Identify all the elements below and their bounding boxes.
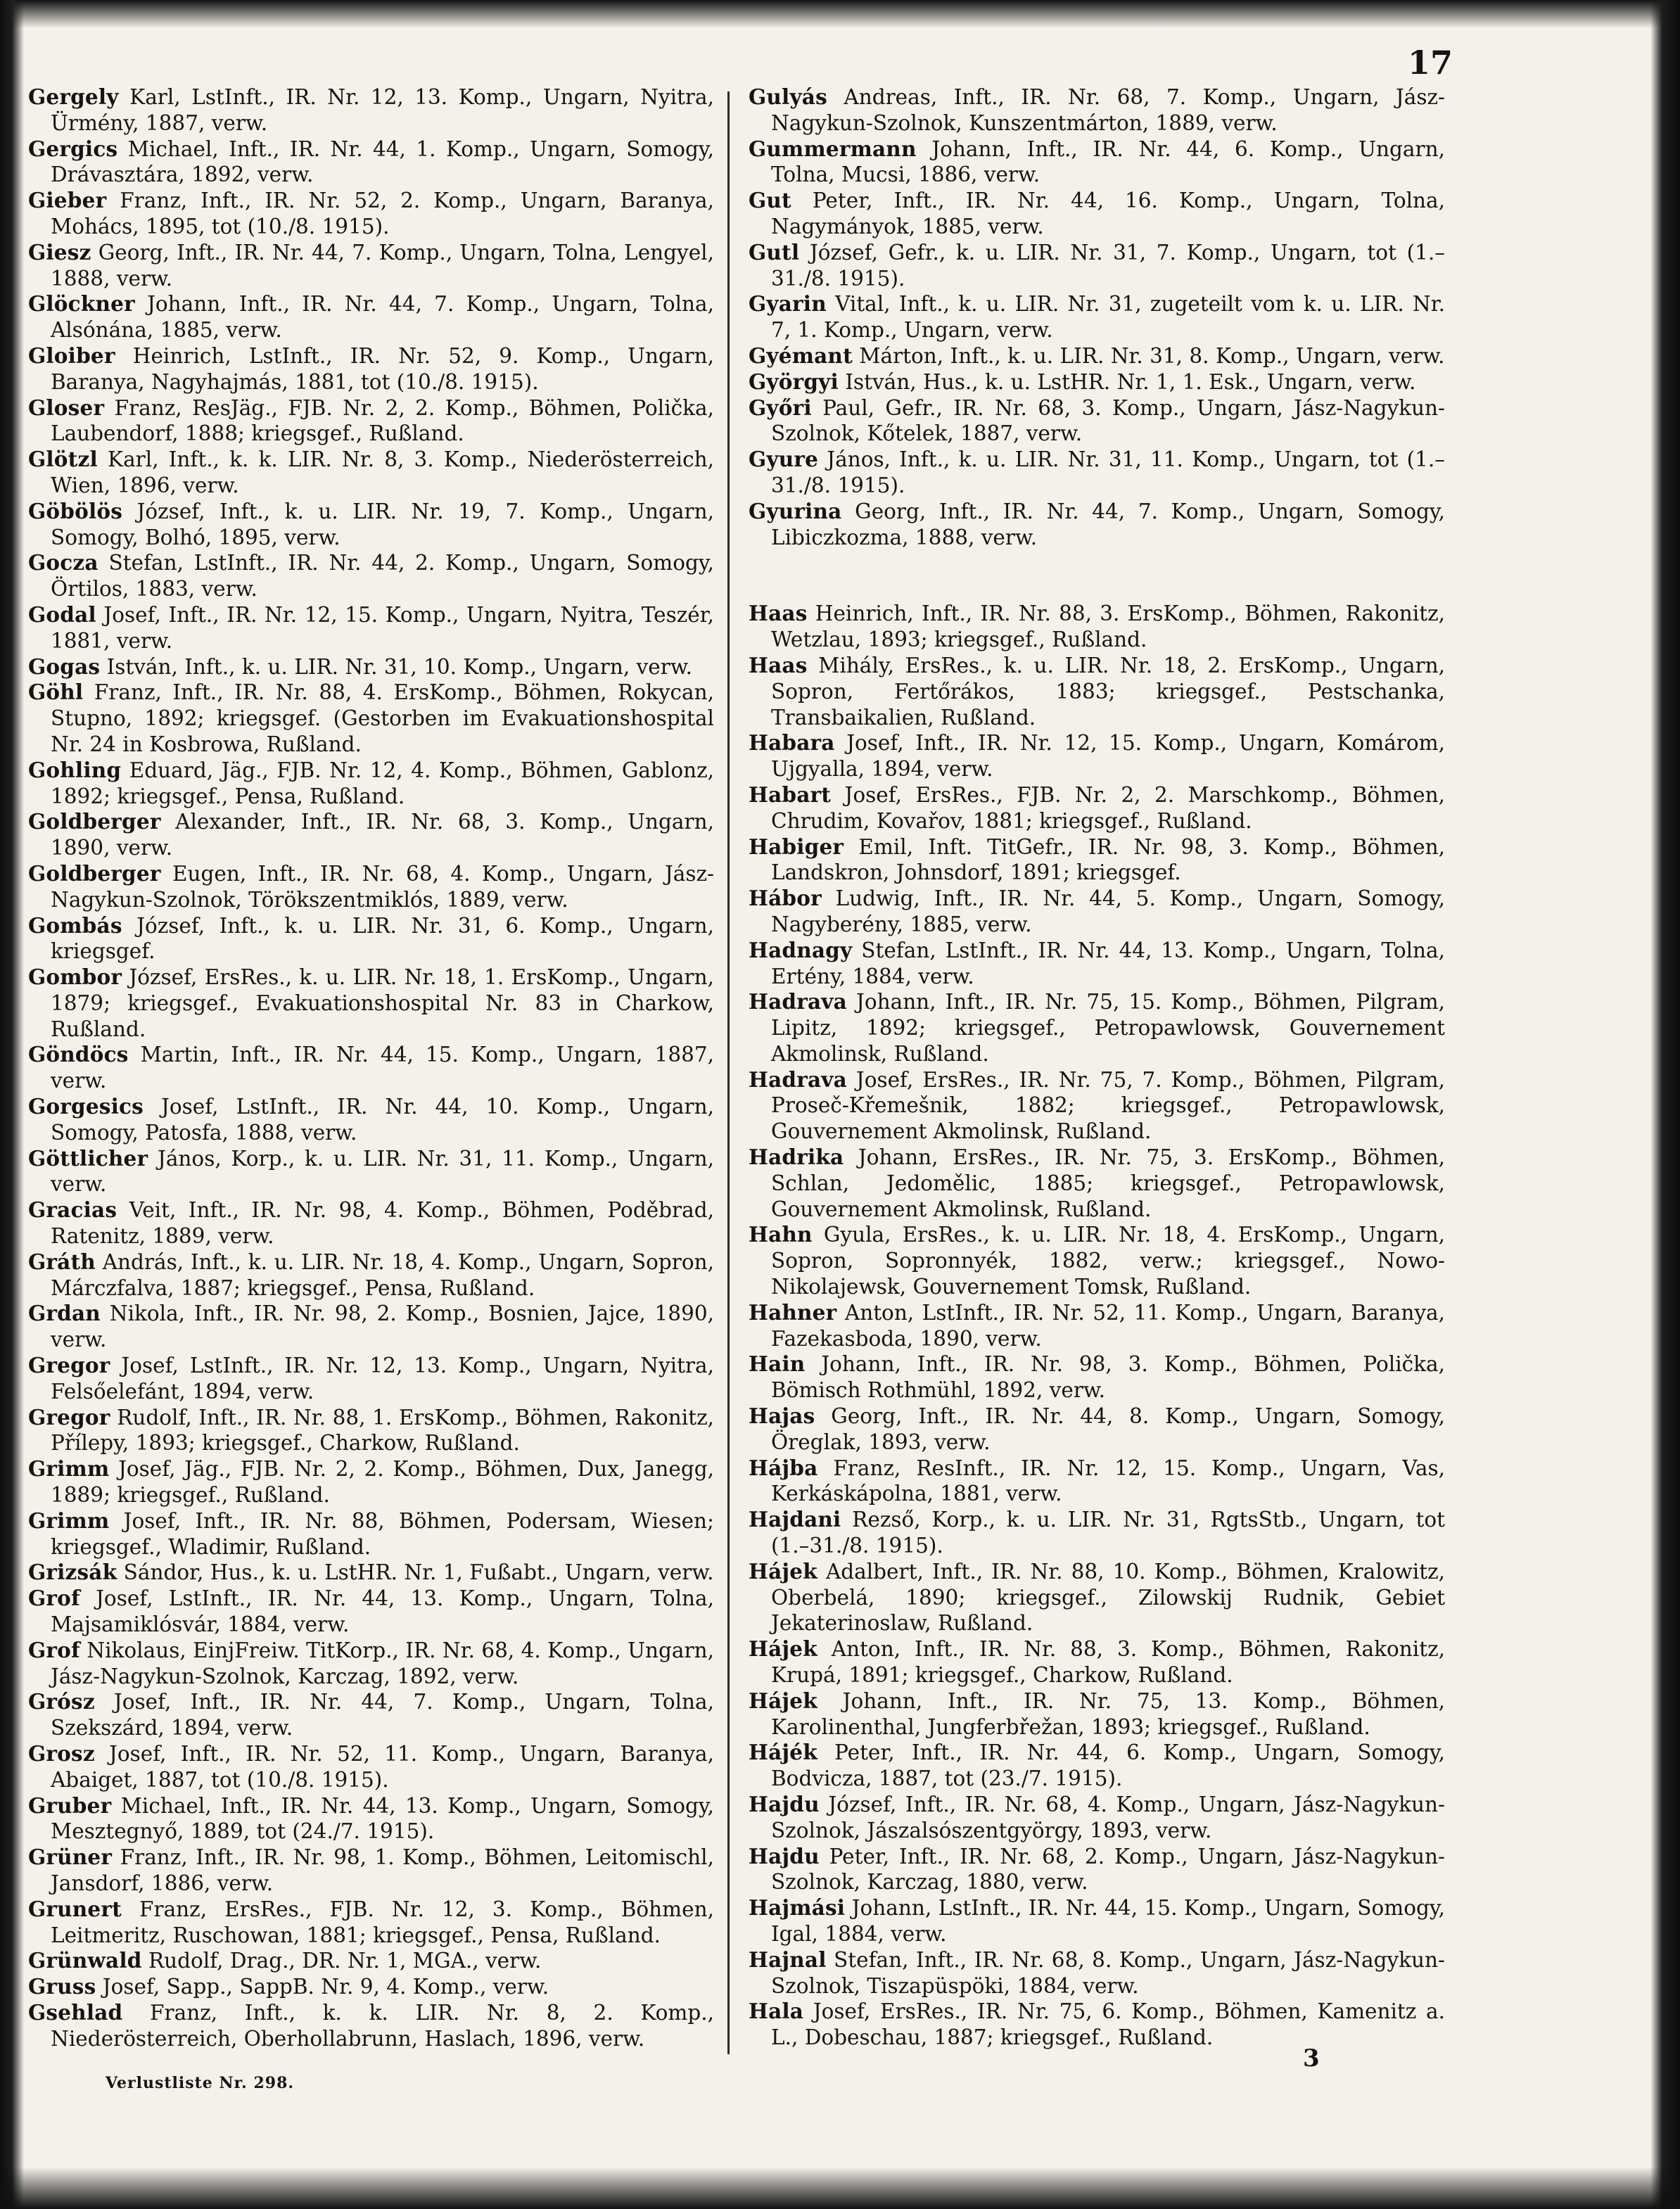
entry-surname: Hadrava xyxy=(749,989,847,1014)
entry-surname: Haas xyxy=(749,652,808,677)
entry-surname: Habart xyxy=(749,782,832,807)
entry-surname: Gregor xyxy=(28,1404,110,1430)
entry-surname: Grof xyxy=(28,1637,80,1662)
entry-details: Georg, Inft., IR. Nr. 44, 7. Komp., Ungarn, Tolna, Lengyel, 1888, verw. xyxy=(51,240,714,291)
entry-surname: Gulyás xyxy=(749,84,827,109)
casualty-entry xyxy=(749,1403,1445,1456)
casualty-entry xyxy=(749,730,1445,782)
entry-details: Johann, Inft., IR. Nr. 75, 13. Komp., Böhmen, Karolinenthal, Jungferbřežan, 1893; kriegsgef., Rußland. xyxy=(771,1688,1445,1739)
entry-surname: Hájba xyxy=(749,1455,818,1480)
casualty-entry xyxy=(749,1895,1445,1947)
entry-details: Gyula, ErsRes., k. u. LIR. Nr. 18, 4. ErsKomp., Ungarn, Sopron, Sopronnyék, 1882, verw.; kriegsgef., Nowo-Nikolajewsk, Gouvernement Tomsk, Rußland. xyxy=(771,1223,1445,1299)
entry-details: Karl, LstInft., IR. Nr. 12, 13. Komp., Ungarn, Nyitra, Ürmény, 1887, verw. xyxy=(51,85,714,135)
entry-surname: Godal xyxy=(28,601,96,627)
scan-border-left xyxy=(0,0,24,2209)
casualty-entry xyxy=(749,1559,1445,1636)
entry-details: István, Hus., k. u. LstHR. Nr. 1, 1. Esk., Ungarn, verw. xyxy=(838,369,1416,394)
casualty-entry xyxy=(749,447,1445,499)
entry-details: Josef, Inft., IR. Nr. 44, 7. Komp., Ungarn, Tolna, Szekszárd, 1894, verw. xyxy=(51,1690,714,1740)
entry-details: Eduard, Jäg., FJB. Nr. 12, 4. Komp., Böhmen, Gablonz, 1892; kriegsgef., Pensa, Rußland. xyxy=(51,758,714,808)
entry-surname: Gogas xyxy=(28,654,101,679)
entry-details: Karl, Inft., k. k. LIR. Nr. 8, 3. Komp., Niederösterreich, Wien, 1896, verw. xyxy=(51,447,714,497)
casualty-entry xyxy=(28,1094,714,1146)
entry-details: Rudolf, Drag., DR. Nr. 1, MGA., verw. xyxy=(141,1949,542,1973)
casualty-entry xyxy=(28,809,714,861)
casualty-entry xyxy=(28,1249,714,1301)
casualty-entry xyxy=(749,886,1445,938)
casualty-entry xyxy=(749,834,1445,886)
entry-details: Johann, ErsRes., IR. Nr. 75, 3. ErsKomp., Böhmen, Schlan, Jedomělic, 1885; kriegsgef., Petropawlowsk, Gouvernement Akmolinsk, Rußland. xyxy=(771,1145,1445,1221)
casualty-entry xyxy=(749,1636,1445,1688)
entry-details: Paul, Gefr., IR. Nr. 68, 3. Komp., Ungarn, Jász-Nagykun-Szolnok, Kőtelek, 1887, verw. xyxy=(771,395,1445,446)
casualty-entry xyxy=(28,188,714,240)
casualty-entry xyxy=(28,654,714,680)
casualty-entry xyxy=(749,1792,1445,1844)
entry-surname: Gergely xyxy=(28,84,119,109)
casualty-entry xyxy=(749,499,1445,551)
casualty-entry xyxy=(28,1197,714,1249)
entry-surname: Gruss xyxy=(28,1974,96,1999)
entry-details: József, ErsRes., k. u. LIR. Nr. 18, 1. ErsKomp., Ungarn, 1879; kriegsgef., Evakuationshospital Nr. 83 in Charkow, Rußland. xyxy=(51,965,714,1041)
entry-surname: Gyurina xyxy=(749,498,842,523)
left-column xyxy=(28,84,714,2054)
entry-details: Josef, Sapp., SappB. Nr. 9, 4. Komp., verw. xyxy=(96,1975,549,1999)
entry-details: Josef, ErsRes., IR. Nr. 75, 6. Komp., Böhmen, Kamenitz a. L., Dobeschau, 1887; kriegsgef., Rußland. xyxy=(771,1999,1445,2050)
entry-details: József, Gefr., k. u. LIR. Nr. 31, 7. Komp., Ungarn, tot (1.–31./8. 1915). xyxy=(771,240,1445,291)
casualty-entry xyxy=(28,758,714,810)
entry-details: Rudolf, Inft., IR. Nr. 88, 1. ErsKomp., Böhmen, Rakonitz, Přílepy, 1893; kriegsgef., Charkow, Rußland. xyxy=(51,1405,714,1456)
entry-surname: Gracias xyxy=(28,1197,117,1223)
casualty-entry xyxy=(28,2000,714,2052)
entry-surname: Habara xyxy=(749,730,835,756)
entry-details: Georg, Inft., IR. Nr. 44, 8. Komp., Ungarn, Somogy, Öreglak, 1893, verw. xyxy=(771,1404,1445,1454)
casualty-entry xyxy=(28,602,714,654)
entry-surname: Gorgesics xyxy=(28,1094,144,1119)
casualty-entry xyxy=(28,343,714,395)
entry-surname: Grof xyxy=(28,1586,80,1611)
entry-details: József, Inft., k. u. LIR. Nr. 31, 6. Komp., Ungarn, kriegsgef. xyxy=(51,913,714,964)
entry-details: Andreas, Inft., IR. Nr. 68, 7. Komp., Ungarn, Jász-Nagykun-Szolnok, Kunszentmárton, 1889, verw. xyxy=(771,85,1445,135)
entry-surname: Grósz xyxy=(28,1689,95,1714)
casualty-entry xyxy=(749,291,1445,343)
casualty-entry xyxy=(749,1222,1445,1299)
entry-details: Franz, ResInft., IR. Nr. 12, 15. Komp., Ungarn, Vas, Kerkáskápolna, 1881, verw. xyxy=(771,1456,1445,1506)
entry-surname: Gyarin xyxy=(749,291,827,317)
entry-details: Johann, Inft., IR. Nr. 75, 15. Komp., Böhmen, Pilgram, Lipitz, 1892; kriegsgef., Petropawlowsk, Gouvernement Akmolinsk, Rußland. xyxy=(771,990,1445,1066)
casualty-entry xyxy=(749,1999,1445,2051)
entry-surname: Gsehlad xyxy=(28,1999,123,2025)
entry-details: József, Inft., k. u. LIR. Nr. 19, 7. Komp., Ungarn, Somogy, Bolhó, 1895, verw. xyxy=(51,499,714,549)
entry-details: Josef, Inft., IR. Nr. 88, Böhmen, Podersam, Wiesen; kriegsgef., Wladimir, Rußland. xyxy=(51,1508,714,1559)
casualty-entry xyxy=(28,1042,714,1094)
entry-details: Franz, Inft., IR. Nr. 52, 2. Komp., Ungarn, Baranya, Mohács, 1895, tot (10./8. 1915). xyxy=(51,189,714,238)
list-reference: Verlustliste Nr. 298. xyxy=(106,2074,295,2092)
entry-details: Johann, Inft., IR. Nr. 98, 3. Komp., Böhmen, Polička, Bömisch Rothmühl, 1892, verw. xyxy=(771,1352,1445,1403)
casualty-entry xyxy=(28,680,714,757)
entry-details: Michael, Inft., IR. Nr. 44, 1. Komp., Ungarn, Somogy, Drávasztára, 1892, verw. xyxy=(51,136,714,187)
entry-surname: Goldberger xyxy=(28,860,161,886)
entry-details: Johann, LstInft., IR. Nr. 44, 15. Komp., Ungarn, Somogy, Igal, 1884, verw. xyxy=(771,1896,1445,1946)
casualty-entry xyxy=(749,1456,1445,1508)
casualty-entry xyxy=(28,499,714,551)
entry-surname: Gregor xyxy=(28,1353,110,1378)
entry-details: Márton, Inft., k. u. LIR. Nr. 31, 8. Komp., Ungarn, verw. xyxy=(852,343,1445,368)
entry-details: Nikolaus, EinjFreiw. TitKorp., IR. Nr. 68, 4. Komp., Ungarn, Jász-Nagykun-Szolnok, Karczag, 1892, verw. xyxy=(51,1638,714,1688)
casualty-entry xyxy=(749,938,1445,990)
scan-border-right xyxy=(1650,0,1680,2209)
casualty-entry xyxy=(28,1456,714,1508)
entry-surname: Hala xyxy=(749,1999,804,2024)
casualty-entry xyxy=(28,1793,714,1845)
entry-details: Ludwig, Inft., IR. Nr. 44, 5. Komp., Ungarn, Somogy, Nagyberény, 1885, verw. xyxy=(771,886,1445,936)
entry-surname: Giesz xyxy=(28,239,91,265)
casualty-entry xyxy=(28,291,714,343)
page-number: 17 xyxy=(1407,44,1453,82)
entry-details: Johann, Inft., IR. Nr. 44, 6. Komp., Ungarn, Tolna, Mucsi, 1886, verw. xyxy=(771,136,1445,187)
entry-details: Georg, Inft., IR. Nr. 44, 7. Komp., Ungarn, Somogy, Libiczkozma, 1888, verw. xyxy=(771,499,1445,549)
entry-surname: Hajmási xyxy=(749,1895,846,1921)
entry-surname: Hájek xyxy=(749,1636,817,1662)
casualty-entry xyxy=(28,1689,714,1741)
entry-surname: Gummermann xyxy=(749,136,917,161)
entry-surname: Gráth xyxy=(28,1249,96,1274)
casualty-entry xyxy=(749,343,1445,369)
casualty-entry xyxy=(28,1741,714,1793)
entry-details: András, Inft., k. u. LIR. Nr. 18, 4. Komp., Ungarn, Sopron, Márczfalva, 1887; kriegsgef., Pensa, Rußland. xyxy=(51,1249,714,1300)
entry-details: Heinrich, LstInft., IR. Nr. 52, 9. Komp., Ungarn, Baranya, Nagyhajmás, 1881, tot (10./8. 1915). xyxy=(51,343,714,394)
entry-surname: Glöckner xyxy=(28,291,135,317)
entry-details: Sándor, Hus., k. u. LstHR. Nr. 1, Fußabt., Ungarn, verw. xyxy=(117,1560,714,1585)
entry-surname: Hajas xyxy=(749,1403,815,1429)
entry-details: Josef, LstInft., IR. Nr. 44, 13. Komp., Ungarn, Tolna, Majsamiklósvár, 1884, verw. xyxy=(51,1586,714,1637)
casualty-entry xyxy=(749,395,1445,447)
entry-details: Nikola, Inft., IR. Nr. 98, 2. Komp., Bosnien, Jajce, 1890, verw. xyxy=(51,1301,714,1352)
entry-surname: Göndöcs xyxy=(28,1042,129,1067)
entry-surname: Hájek xyxy=(749,1688,817,1713)
casualty-entry xyxy=(28,1146,714,1198)
entry-details: Josef, ErsRes., FJB. Nr. 2, 2. Marschkomp., Böhmen, Chrudim, Kovařov, 1881; kriegsgef., Rußland. xyxy=(771,782,1445,833)
right-column xyxy=(749,84,1445,2054)
casualty-entry xyxy=(28,447,714,499)
casualty-entry xyxy=(28,1845,714,1897)
entry-surname: Habiger xyxy=(749,834,844,859)
entry-surname: Haas xyxy=(749,601,808,626)
entry-surname: Gombor xyxy=(28,965,122,990)
entry-surname: Hahner xyxy=(749,1299,837,1325)
entry-details: Josef, ErsRes., IR. Nr. 75, 7. Komp., Böhmen, Pilgram, Proseč-Křemešnik, 1882; kriegsgef., Petropawlowsk, Gouvernement Akmolinsk, Rußland. xyxy=(771,1067,1445,1144)
entry-surname: Hajnal xyxy=(749,1947,827,1972)
casualty-entry xyxy=(28,1897,714,1949)
entry-surname: Goldberger xyxy=(28,809,161,834)
casualty-entry xyxy=(749,782,1445,834)
entry-details: István, Inft., k. u. LIR. Nr. 31, 10. Komp., Ungarn, verw. xyxy=(100,654,692,679)
casualty-entry xyxy=(28,1638,714,1690)
entry-surname: Hajdani xyxy=(749,1507,841,1532)
entry-surname: Hábor xyxy=(749,886,822,911)
entry-details: Anton, LstInft., IR. Nr. 52, 11. Komp., Ungarn, Baranya, Fazekasboda, 1890, verw. xyxy=(771,1300,1445,1351)
entry-surname: Gloser xyxy=(28,395,105,420)
entry-details: Vital, Inft., k. u. LIR. Nr. 31, zugeteilt vom k. u. LIR. Nr. 7, 1. Komp., Ungarn, verw. xyxy=(771,292,1445,343)
entry-surname: Hadrika xyxy=(749,1145,844,1170)
casualty-entry xyxy=(28,395,714,447)
entry-details: Stefan, LstInft., IR. Nr. 44, 13. Komp., Ungarn, Tolna, Ertény, 1884, verw. xyxy=(771,938,1445,988)
entry-details: József, Inft., IR. Nr. 68, 4. Komp., Ungarn, Jász-Nagykun-Szolnok, Jászalsószentgyörgy, 1893, verw. xyxy=(771,1793,1445,1842)
casualty-entry xyxy=(28,1560,714,1586)
entry-surname: Grüner xyxy=(28,1845,113,1870)
entry-details: Josef, LstInft., IR. Nr. 12, 13. Komp., Ungarn, Nyitra, Felsőelefánt, 1894, verw. xyxy=(51,1354,714,1403)
entry-details: Josef, LstInft., IR. Nr. 44, 10. Komp., Ungarn, Somogy, Patosfa, 1888, verw. xyxy=(51,1095,714,1145)
casualty-entry xyxy=(28,913,714,965)
entry-details: Peter, Inft., IR. Nr. 44, 6. Komp., Ungarn, Somogy, Bodvicza, 1887, tot (23./7. 1915). xyxy=(771,1740,1445,1791)
casualty-entry xyxy=(28,1948,714,1974)
entry-details: Johann, Inft., IR. Nr. 44, 7. Komp., Ungarn, Tolna, Alsónána, 1885, verw. xyxy=(51,292,714,343)
casualty-entry xyxy=(749,1067,1445,1145)
entry-details: Martin, Inft., IR. Nr. 44, 15. Komp., Ungarn, 1887, verw. xyxy=(51,1043,714,1093)
casualty-entry xyxy=(749,369,1445,395)
casualty-entry xyxy=(28,1301,714,1353)
casualty-entry xyxy=(749,1300,1445,1352)
casualty-entry xyxy=(749,1740,1445,1792)
entry-details: Franz, Inft., IR. Nr. 98, 1. Komp., Böhmen, Leitomischl, Jansdorf, 1886, verw. xyxy=(51,1845,714,1895)
casualty-entry xyxy=(749,653,1445,730)
entry-surname: Gocza xyxy=(28,550,98,575)
entry-surname: Györgyi xyxy=(749,369,839,394)
entry-details: Mihály, ErsRes., k. u. LIR. Nr. 18, 2. ErsKomp., Ungarn, Sopron, Fertőrákos, 1883; kriegsgef., Pestschanka, Transbaikalien, Rußland. xyxy=(771,653,1445,730)
entry-details: Rezső, Korp., k. u. LIR. Nr. 31, RgtsStb., Ungarn, tot (1.–31./8. 1915). xyxy=(771,1508,1445,1558)
entry-details: Adalbert, Inft., IR. Nr. 88, 10. Komp., Böhmen, Kralowitz, Oberbelá, 1890; kriegsgef., Zilowskij Rudnik, Gebiet Jekaterinoslaw, Rußland. xyxy=(771,1559,1445,1636)
entry-details: Franz, Inft., IR. Nr. 88, 4. ErsKomp., Böhmen, Rokycan, Stupno, 1892; kriegsgef. (Gestorben im Evakuationshospital Nr. 24 in Kosbrowa, Rußland. xyxy=(51,680,714,756)
entry-details: Peter, Inft., IR. Nr. 44, 16. Komp., Ungarn, Tolna, Nagymányok, 1885, verw. xyxy=(771,189,1445,238)
casualty-entry xyxy=(749,136,1445,189)
entry-details: Franz, ResJäg., FJB. Nr. 2, 2. Komp., Böhmen, Polička, Laubendorf, 1888; kriegsgef., Rußland. xyxy=(51,395,714,446)
entry-surname: Hájék xyxy=(749,1740,817,1765)
entry-surname: Gergics xyxy=(28,136,118,161)
entry-surname: Grunert xyxy=(28,1896,122,1921)
entry-surname: Gruber xyxy=(28,1793,112,1818)
casualty-entry xyxy=(28,136,714,189)
entry-surname: Göttlicher xyxy=(28,1145,148,1171)
entry-surname: Gut xyxy=(749,188,791,213)
entry-surname: Grizsák xyxy=(28,1560,117,1585)
casualty-entry xyxy=(749,601,1445,653)
entry-details: János, Inft., k. u. LIR. Nr. 31, 11. Komp., Ungarn, tot (1.–31./8. 1915). xyxy=(771,447,1445,497)
entry-details: Anton, Inft., IR. Nr. 88, 3. Komp., Böhmen, Rakonitz, Krupá, 1891; kriegsgef., Charkow, Rußland. xyxy=(771,1637,1445,1688)
entry-surname: Grimm xyxy=(28,1508,110,1533)
entry-surname: Grdan xyxy=(28,1301,101,1326)
entry-details: Stefan, Inft., IR. Nr. 68, 8. Komp., Ungarn, Jász-Nagykun-Szolnok, Tiszapüspöki, 1884, verw. xyxy=(771,1947,1445,1998)
casualty-entry xyxy=(749,1351,1445,1403)
entry-details: Josef, Inft., IR. Nr. 52, 11. Komp., Ungarn, Baranya, Abaiget, 1887, tot (10./8. 1915). xyxy=(51,1742,714,1792)
entry-surname: Hadrava xyxy=(749,1067,847,1092)
casualty-entry xyxy=(749,1947,1445,1999)
entry-surname: Gohling xyxy=(28,757,122,782)
entry-details: Alexander, Inft., IR. Nr. 68, 3. Komp., Ungarn, 1890, verw. xyxy=(51,810,714,860)
column-divider xyxy=(727,91,730,2054)
entry-details: Stefan, LstInft., IR. Nr. 44, 2. Komp., Ungarn, Somogy, Örtilos, 1883, verw. xyxy=(51,551,714,601)
entry-details: Josef, Inft., IR. Nr. 12, 15. Komp., Ungarn, Nyitra, Teszér, 1881, verw. xyxy=(51,602,714,653)
entry-surname: Göhl xyxy=(28,680,84,705)
entry-details: Peter, Inft., IR. Nr. 68, 2. Komp., Ungarn, Jász-Nagykun-Szolnok, Karczag, 1880, verw. xyxy=(771,1844,1445,1895)
casualty-entry xyxy=(749,1844,1445,1896)
entry-surname: Göbölös xyxy=(28,498,123,523)
entry-details: Josef, Inft., IR. Nr. 12, 15. Komp., Ungarn, Komárom, Ujgyalla, 1894, verw. xyxy=(771,731,1445,782)
casualty-entry xyxy=(28,1405,714,1457)
casualty-entry xyxy=(749,84,1445,136)
entry-surname: Hajdu xyxy=(749,1843,820,1869)
scan-border-bottom xyxy=(0,2167,1680,2209)
entry-details: Veit, Inft., IR. Nr. 98, 4. Komp., Böhmen, Poděbrad, Ratenitz, 1889, verw. xyxy=(51,1198,714,1249)
casualty-entry xyxy=(749,989,1445,1067)
casualty-entry xyxy=(28,965,714,1042)
entry-details: Eugen, Inft., IR. Nr. 68, 4. Komp., Ungarn, Jász-Nagykun-Szolnok, Törökszentmiklós, 1889, verw. xyxy=(51,861,714,912)
entry-surname: Grosz xyxy=(28,1741,95,1766)
entry-details: Josef, Jäg., FJB. Nr. 2, 2. Komp., Böhmen, Dux, Janegg, 1889; kriegsgef., Rußland. xyxy=(51,1457,714,1508)
entry-surname: Hadnagy xyxy=(749,937,853,962)
entry-surname: Grünwald xyxy=(28,1948,142,1973)
scan-border-top xyxy=(0,0,1680,28)
entry-surname: Gombás xyxy=(28,912,122,938)
entry-surname: Grimm xyxy=(28,1456,110,1482)
entry-surname: Hain xyxy=(749,1351,806,1377)
entry-surname: Gyémant xyxy=(749,343,853,368)
casualty-entry xyxy=(28,1974,714,2000)
entry-details: Franz, Inft., k. k. LIR. Nr. 8, 2. Komp., Niederösterreich, Oberhollabrunn, Haslach, 1896, verw. xyxy=(51,2000,714,2051)
casualty-entry xyxy=(749,240,1445,292)
entry-surname: Gloiber xyxy=(28,343,115,368)
entry-surname: Gyure xyxy=(749,447,819,472)
entry-details: Emil, Inft. TitGefr., IR. Nr. 98, 3. Komp., Böhmen, Landskron, Johnsdorf, 1891; kriegsgef. xyxy=(771,834,1445,885)
entry-surname: Hájek xyxy=(749,1558,817,1584)
casualty-entry xyxy=(749,188,1445,240)
entry-surname: Gieber xyxy=(28,188,107,213)
entry-surname: Gutl xyxy=(749,239,800,265)
casualty-entry xyxy=(28,84,714,136)
entry-details: Franz, ErsRes., FJB. Nr. 12, 3. Komp., Böhmen, Leitmeritz, Ruschowan, 1881; kriegsgef., Pensa, Rußland. xyxy=(51,1897,714,1947)
entry-details: János, Korp., k. u. LIR. Nr. 31, 11. Komp., Ungarn, verw. xyxy=(51,1146,714,1197)
entry-details: Heinrich, Inft., IR. Nr. 88, 3. ErsKomp., Böhmen, Rakonitz, Wetzlau, 1893; kriegsgef., Rußland. xyxy=(771,601,1445,652)
casualty-entry xyxy=(28,550,714,602)
entry-surname: Hajdu xyxy=(749,1792,820,1816)
entry-surname: Glötzl xyxy=(28,447,98,472)
casualty-entry xyxy=(749,1688,1445,1740)
entry-details: Michael, Inft., IR. Nr. 44, 13. Komp., Ungarn, Somogy, Mesztegnyő, 1889, tot (24./7. 1915). xyxy=(51,1793,714,1844)
casualty-entry xyxy=(28,240,714,292)
casualty-entry xyxy=(28,1586,714,1638)
casualty-entry xyxy=(28,861,714,913)
casualty-entry xyxy=(28,1353,714,1405)
sheet-signature: 3 xyxy=(1303,2044,1320,2073)
casualty-entry xyxy=(749,1507,1445,1559)
casualty-entry xyxy=(749,1145,1445,1222)
entry-surname: Győri xyxy=(749,395,812,420)
casualty-entry xyxy=(28,1508,714,1560)
entry-surname: Hahn xyxy=(749,1222,813,1247)
